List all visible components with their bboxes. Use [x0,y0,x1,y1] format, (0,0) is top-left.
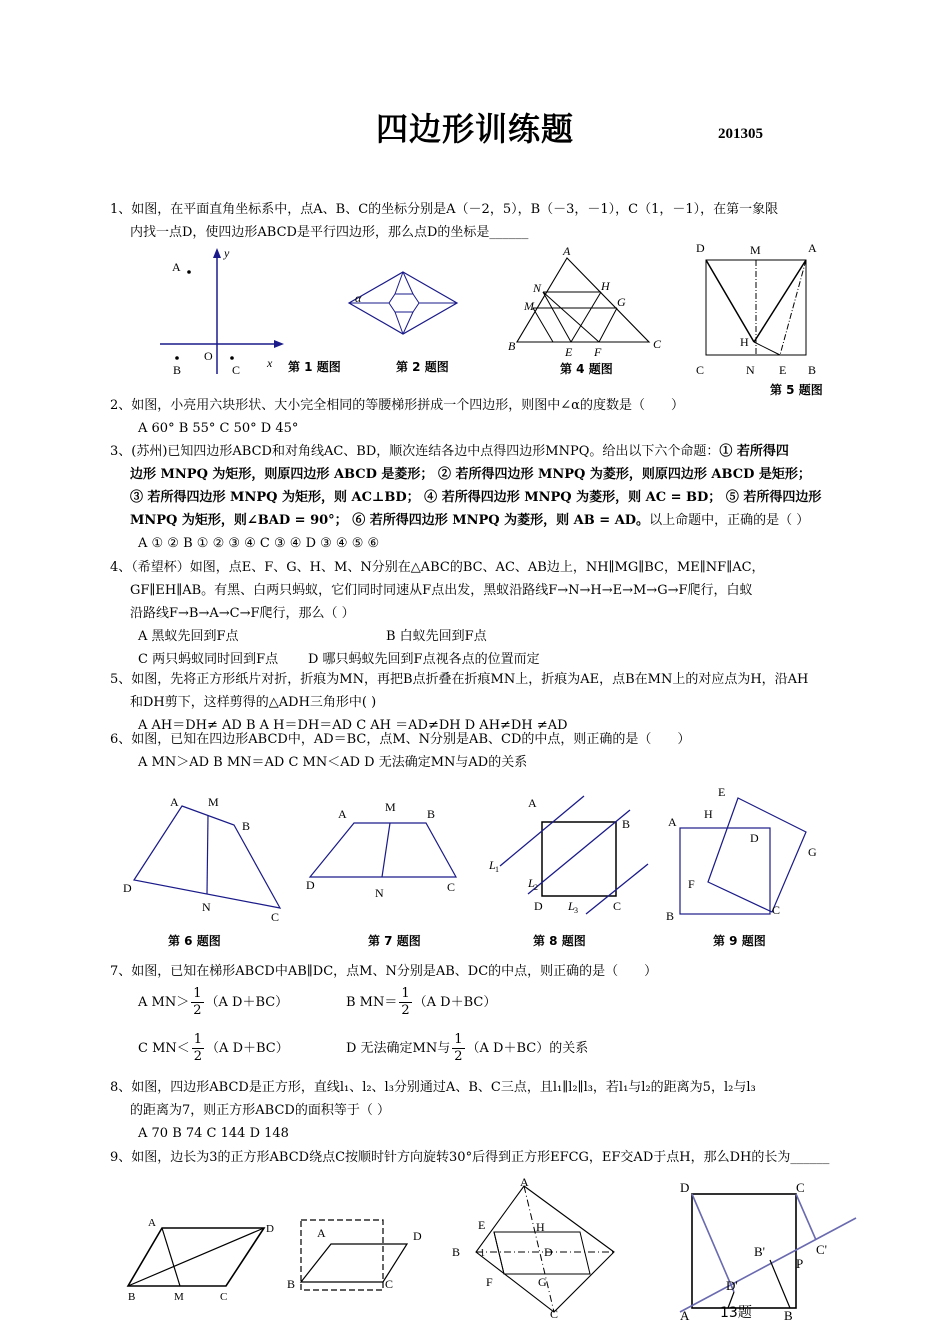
svg-text:M: M [750,243,761,257]
q8-line2: 的距离为7，则正方形ABCD的面积等于（ ） [130,1103,390,1118]
q4-line1: 4、（希望杯）如图，点E、F、G、H、M、N分别在△ABC的BC、AC、AB边上，NH∥MG∥BC，ME∥NF∥AC， [110,560,765,575]
q8-line1: 8、如图，四边形ABCD是正方形，直线l₁、l₂、l₃分别通过A、B、C三点，且l₁∥l₂∥l₃，若l₁与l₂的距离为5，l₂与l₃ [110,1080,756,1095]
svg-text:D: D [123,881,132,895]
svg-text:A: A [528,796,537,810]
svg-text:D: D [413,1229,422,1243]
svg-text:M: M [174,1291,184,1303]
q9-text: 9、如图，边长为3的正方形ABCD绕点C按顺时针方向旋转30°后得到正方形EFCG，EF交AD于点H，那么DH的长为______ [110,1150,830,1165]
svg-text:3: 3 [574,906,578,915]
svg-text:E: E [718,785,726,799]
svg-text:H: H [704,807,713,821]
svg-text:L: L [489,858,496,872]
q2-text: 2、如图，小亮用六块形状、大小完全相同的等腰梯形拼成一个四边形，则图中∠α的度数是（ ） [110,398,684,413]
question-2 [110,394,870,440]
q6-text: 6、如图，已知在四边形ABCD中，AD＝BC，点M、N分别是AB、CD的中点，则正确的是（ ） [110,732,691,747]
svg-text:B: B [173,363,182,377]
svg-text:E: E [565,345,573,359]
svg-text:C: C [385,1277,394,1291]
svg-text:B: B [452,1245,461,1259]
svg-text:N: N [202,900,211,914]
q5-line1: 5、如图，先将正方形纸片对折，折痕为MN，再把B点折叠在折痕MN上，折痕为AE，点B在MN上的对应点为H，沿AH [110,672,809,687]
question-3 [110,440,870,555]
svg-text:A: A [338,807,347,821]
q3-line4: MNPQ 为矩形，则∠BAD = 90°； ⑥ 若所得四边形 MNPQ 为菱形，则 AB = AD。 [130,513,650,528]
svg-text:B: B [508,339,516,353]
q5-line2: 和DH剪下，这样剪得的△ADH三角形中( ) [130,695,377,710]
svg-text:A: A [148,1217,156,1229]
q7-option-c: C MN＜ $\frac{1}{2}$ （A D＋BC） [138,1032,289,1064]
q8-options: A 70 B 74 C 144 D 148 [138,1126,289,1141]
svg-text:C: C [696,363,705,377]
svg-text:A: A [808,241,817,255]
caption-8: 第 8 题图 [533,934,586,948]
svg-text:α: α [355,291,362,305]
svg-text:L: L [568,899,575,913]
svg-text:C: C [653,337,662,351]
q4-option-c: C 两只蚂蚁同时回到F点 [138,652,279,667]
question-8 [110,1076,870,1145]
figure-13-square [670,1174,865,1324]
fraction-half: $\frac{1}{2}$ [193,986,202,1018]
fraction-half: $\frac{1}{2}$ [401,986,410,1018]
svg-text:H: H [601,279,610,293]
q1-line2: 内找一点D，使四边形ABCD是平行四边形，那么点D的坐标是______ [130,225,529,240]
fraction-half: $\frac{1}{2}$ [193,1032,203,1064]
question-6 [110,728,870,774]
figure-8-square-lines [480,790,650,925]
page-title: 四边形训练题 [375,110,574,148]
svg-text:N: N [746,363,755,377]
question-5 [110,668,870,737]
svg-text:L: L [528,876,535,890]
q4-option-d: D 哪只蚂蚁先回到F点视各点的位置而定 [308,652,540,667]
svg-text:M: M [385,800,396,814]
figure-5-square [690,238,830,378]
svg-text:1: 1 [480,1248,485,1259]
q2-options: A 60° B 55° C 50° D 45° [138,421,299,436]
svg-text:H: H [740,335,749,349]
svg-text:x: x [267,356,273,370]
q1-line1: 1、如图，在平面直角坐标系中，点A、B、C的坐标分别是A（－2，5），B（－3，－1），C（1，－1），在第一象限 [110,202,779,217]
svg-text:A: A [563,244,571,258]
svg-text:A: A [520,1176,529,1189]
svg-text:A: A [170,795,179,809]
svg-text:C: C [772,903,781,917]
q7-option-a: A MN＞ $\frac{1}{2}$ （A D＋BC） [138,986,289,1018]
svg-text:A: A [317,1226,326,1240]
q3-line4-tail: 以上命题中，正确的是（ ） [649,513,810,528]
svg-text:C: C [796,1180,805,1195]
svg-text:D: D [544,1245,553,1259]
caption-2: 第 2 题图 [396,360,449,374]
svg-text:B: B [242,819,251,833]
caption-4: 第 4 题图 [560,362,613,376]
question-4 [110,556,870,671]
svg-text:C: C [613,899,622,913]
q3-options: A ① ② B ① ② ③ ④ C ③ ④ D ③ ④ ⑤ ⑥ [138,536,380,551]
svg-text:F: F [688,877,695,891]
figure-4-triangle [503,242,668,360]
svg-text:D: D [696,241,705,255]
svg-text:N: N [533,281,542,295]
svg-text:H: H [536,1220,545,1234]
svg-text:B: B [622,817,631,831]
svg-text:2: 2 [534,883,538,892]
q3-line2: 边形 MNPQ 为矩形，则原四边形 ABCD 是菱形； ② 若所得四边形 MNPQ 为菱形，则原四边形 ABCD 是矩形； [130,467,811,482]
svg-text:1: 1 [495,865,499,874]
date-label: 201305 [718,126,763,142]
caption-13: 13题 [720,1305,752,1321]
svg-text:A: A [680,1308,690,1323]
svg-text:G: G [808,845,817,859]
svg-text:B: B [427,807,436,821]
figure-rhombus [450,1176,640,1321]
svg-text:N: N [375,886,384,900]
svg-text:D: D [680,1180,690,1195]
svg-text:C: C [232,363,241,377]
q4-option-a: A 黑蚁先回到F点 [138,629,239,644]
figure-9-rotated-squares [660,780,830,925]
svg-text:P: P [796,1256,804,1271]
q3-line3: ③ 若所得四边形 MNPQ 为矩形，则 AC⊥BD； ④ 若所得四边形 MNPQ 为菱形，则 AC = BD； ⑤ 若所得四边形 [130,490,822,505]
svg-text:B: B [128,1291,136,1303]
q3-line1-bold: ① 若所得四 [719,444,789,459]
caption-5: 第 5 题图 [770,383,823,397]
svg-text:A: A [668,815,677,829]
svg-text:D: D [306,878,315,892]
figure-6-quadrilateral [118,790,293,925]
svg-text:B: B [666,909,675,923]
q5-options: A AH＝DH≠ AD B A H＝DH＝AD C AH ＝AD≠DH D AH≠DH ≠AD [138,718,568,733]
svg-text:C': C' [816,1242,828,1257]
svg-text:B: B [784,1308,793,1323]
figure-parallelogram-1 [118,1210,288,1305]
svg-text:M: M [208,795,219,809]
figure-2-trapezoids [345,268,465,343]
svg-text:E: E [779,363,787,377]
fraction-half: $\frac{1}{2}$ [454,1032,463,1064]
svg-text:y: y [224,246,230,260]
figure-parallelogram-2 [285,1212,430,1297]
svg-text:C: C [271,910,280,924]
svg-text:E: E [478,1218,486,1232]
svg-text:C: C [550,1307,559,1321]
svg-text:B': B' [754,1244,766,1259]
svg-text:F: F [486,1275,493,1289]
svg-text:C: C [220,1291,228,1303]
q4-line3: 沿路线F→B→A→C→F爬行，那么（ ） [130,606,355,621]
q7-text: 7、如图，已知在梯形ABCD中AB∥DC，点M、N分别是AB、DC的中点，则正确的是（ ） [110,964,658,979]
svg-text:D: D [266,1223,274,1235]
q7-option-b: B MN＝ $\frac{1}{2}$ （A D＋BC） [346,986,497,1018]
svg-text:A: A [172,260,181,274]
svg-text:G: G [617,295,626,309]
question-7 [110,960,870,983]
svg-text:M: M [524,299,534,313]
svg-text:D': D' [726,1278,738,1293]
svg-text:F: F [594,345,602,359]
caption-9: 第 9 题图 [713,934,766,948]
svg-text:D: D [750,831,759,845]
svg-text:C: C [447,880,456,894]
question-9 [110,1146,870,1169]
svg-text:D: D [534,899,543,913]
q4-option-b: B 白蚁先回到F点 [386,629,487,644]
svg-text:G: G [538,1275,547,1289]
q3-line1: 3、(苏州)已知四边形ABCD和对角线AC、BD，顺次连结各边中点得四边形MNPQ。给出以下六个命题： [110,444,720,459]
q6-options: A MN＞AD B MN＝AD C MN＜AD D 无法确定MN与AD的关系 [138,755,528,770]
q4-line2: GF∥EH∥AB。有黑、白两只蚂蚁，它们同时同速从F点出发，黑蚁沿路线F→N→H→E→M→G→F爬行，白蚁 [130,583,753,598]
svg-text:B: B [287,1277,296,1291]
figure-1-axes [150,240,290,380]
svg-text:B: B [808,363,817,377]
svg-text:O: O [204,349,213,363]
caption-1: 第 1 题图 [288,360,341,374]
q7-option-d: D 无法确定MN与 $\frac{1}{2}$ （A D＋BC）的关系 [346,1032,589,1064]
caption-6: 第 6 题图 [168,934,221,948]
figure-7-trapezoid [300,795,470,900]
caption-7: 第 7 题图 [368,934,421,948]
